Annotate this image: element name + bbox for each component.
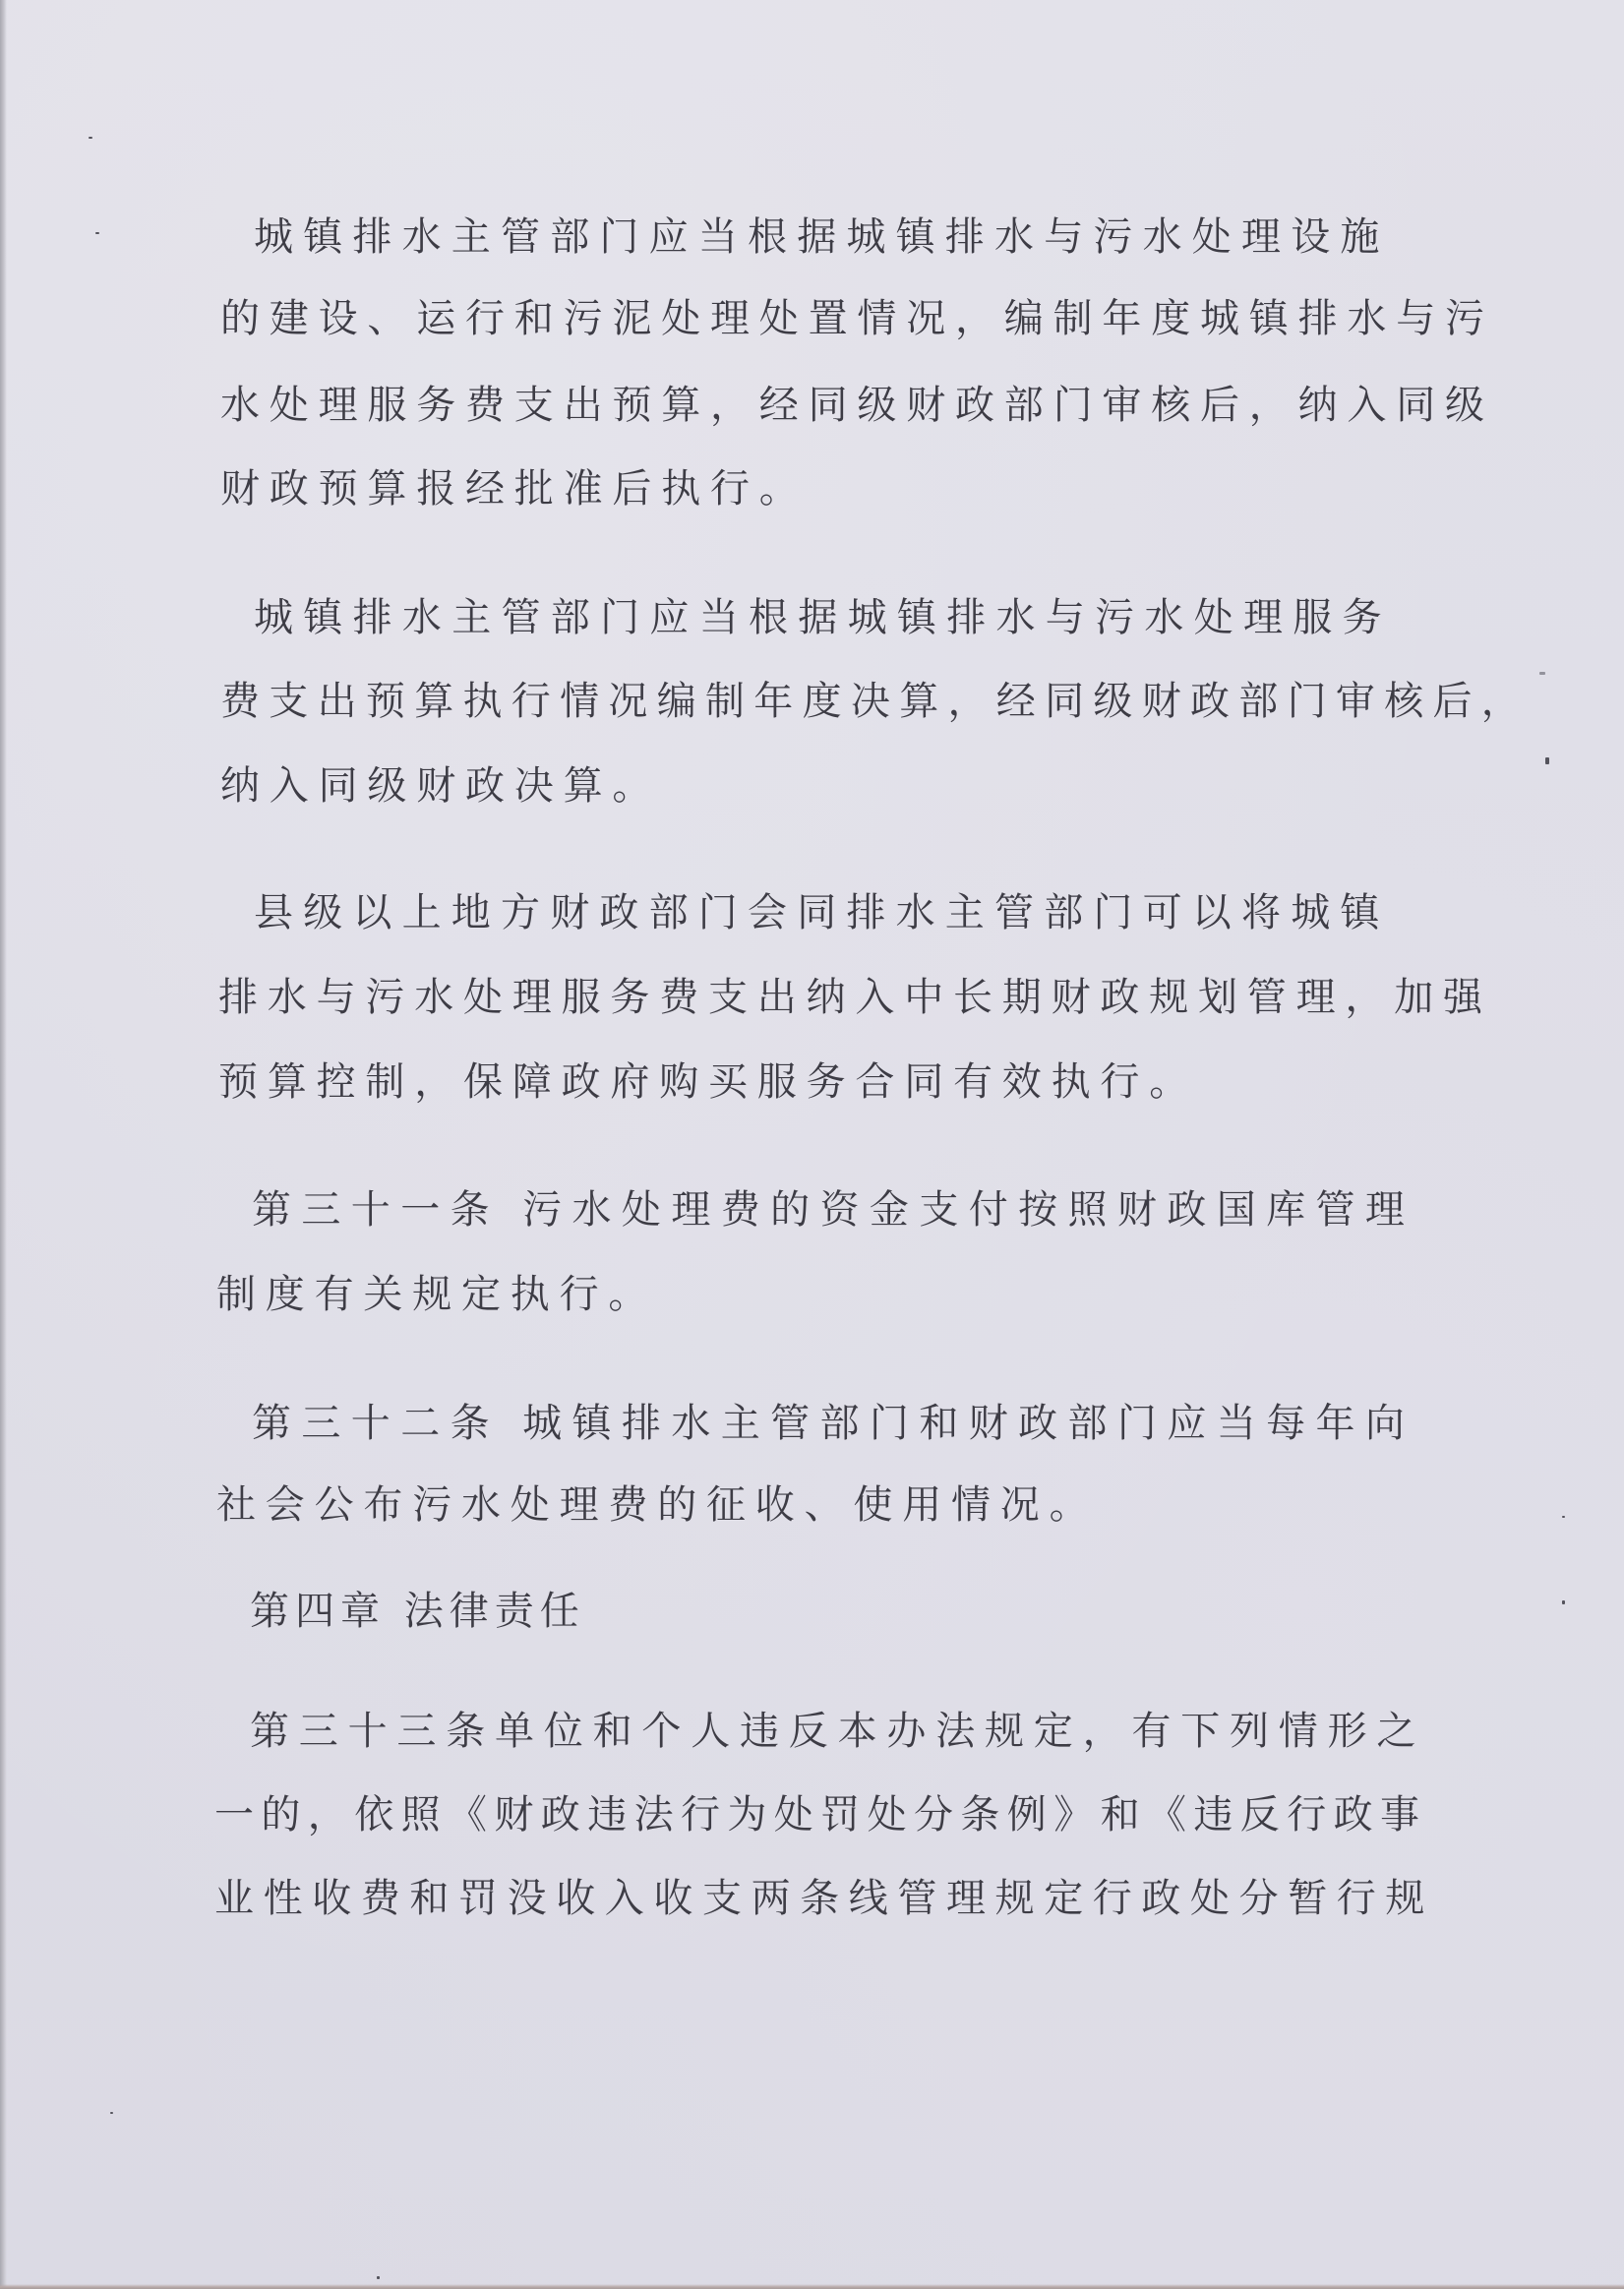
scan-speck: [377, 2276, 380, 2279]
paragraph-2-line-1: 城镇排水主管部门应当根据城镇排水与污水处理服务: [254, 595, 1392, 640]
article-32-line-1: 第三十二条 城镇排水主管部门和财政部门应当每年向: [252, 1401, 1415, 1446]
scan-speck: [1562, 1600, 1565, 1604]
article-31-line-2: 制度有关规定执行。: [216, 1272, 658, 1317]
paper-left-edge-shadow: [0, 0, 7, 2289]
article-33-line-2: 一的，依照《财政违法行为处罚处分条例》和《违反行政事: [214, 1792, 1427, 1837]
article-32-line-2: 社会公布污水处理费的征收、使用情况。: [216, 1482, 1099, 1528]
paragraph-3-line-2: 排水与污水处理服务费支出纳入中长期财政规划管理，加强: [218, 975, 1492, 1020]
paragraph-1-line-4: 财政预算报经批准后执行。: [220, 466, 809, 512]
scan-speck: [110, 2112, 113, 2114]
paragraph-1-line-1: 城镇排水主管部门应当根据城镇排水与污水处理设施: [254, 214, 1390, 260]
scan-speck: [1545, 757, 1549, 764]
paragraph-2-line-3: 纳入同级财政决算。: [220, 763, 662, 809]
scan-speck: [89, 137, 92, 139]
paragraph-3-line-1: 县级以上地方财政部门会同排水主管部门可以将城镇: [254, 890, 1390, 935]
paper-bottom-edge: [0, 2284, 1624, 2289]
scan-speck: [95, 232, 99, 234]
paragraph-2-line-2: 费支出预算执行情况编制年度决算，经同级财政部门审核后，: [220, 679, 1531, 724]
article-33-line-1: 第三十三条单位和个人违反本办法规定，有下列情形之: [250, 1709, 1426, 1754]
article-31-line-1: 第三十一条 污水处理费的资金支付按照财政国库管理: [252, 1187, 1415, 1233]
chapter-4-heading: 第四章 法律责任: [250, 1589, 585, 1634]
paragraph-3-line-3: 预算控制，保障政府购买服务合同有效执行。: [218, 1059, 1198, 1105]
paragraph-1-line-3: 水处理服务费支出预算，经同级财政部门审核后，纳入同级: [220, 383, 1494, 428]
scan-speck: [1539, 672, 1545, 675]
article-33-line-3: 业性收费和罚没收入收支两条线管理规定行政处分暂行规: [214, 1876, 1434, 1921]
paragraph-1-line-2: 的建设、运行和污泥处理处置情况，编制年度城镇排水与污: [220, 296, 1494, 341]
scan-speck: [1562, 1516, 1565, 1518]
